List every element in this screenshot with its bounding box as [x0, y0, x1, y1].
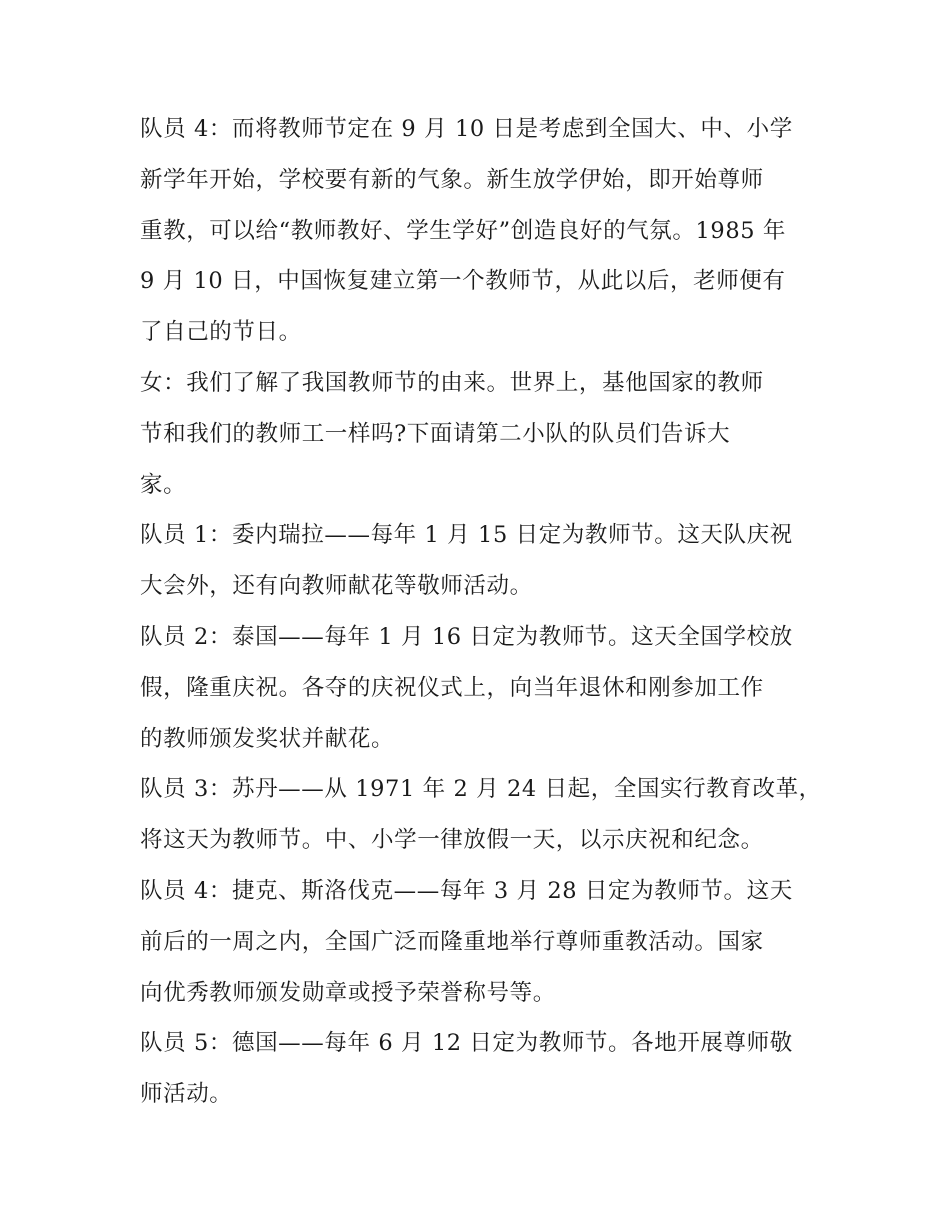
text-line: 女：我们了解了我国教师节的由来。世界上，基他国家的教师 — [140, 369, 764, 396]
text-line: 节和我们的教师工一样吗?下面请第二小队的队员们告诉大 — [140, 420, 731, 447]
text-line: 队员 3：苏丹——从 1971 年 2 月 24 日起，全国实行教育改革， — [140, 776, 822, 803]
text-line: 前后的一周之内，全国广泛而隆重地举行尊师重教活动。国家 — [140, 928, 764, 955]
paragraph-teachers-day-date-reason — [140, 104, 812, 358]
text-line: 向优秀教师颁发勋章或授予荣誉称号等。 — [140, 979, 556, 1006]
paragraph-germany — [140, 1018, 812, 1120]
paragraph-sudan — [140, 764, 822, 866]
text-line: 大会外，还有向教师献花等敬师活动。 — [140, 573, 533, 600]
text-line: 队员 1：委内瑞拉——每年 1 月 15 日定为教师节。这天队庆祝 — [140, 522, 793, 549]
paragraph-host-transition — [140, 358, 812, 510]
text-line: 将这天为教师节。中、小学一律放假一天，以示庆祝和纪念。 — [140, 827, 764, 854]
text-line: 9 月 10 日，中国恢复建立第一个教师节，从此以后，老师便有 — [140, 268, 786, 295]
text-line: 重教，可以给“教师教好、学生学好”创造良好的气氛。1985 年 — [140, 217, 787, 244]
text-line: 队员 5：德国——每年 6 月 12 日定为教师节。各地开展尊师敬 — [140, 1030, 793, 1057]
text-line: 新学年开始，学校要有新的气象。新生放学伊始，即开始尊师 — [140, 166, 764, 193]
paragraph-thailand — [140, 612, 812, 764]
text-line: 师活动。 — [140, 1081, 233, 1108]
text-line: 队员 4：捷克、斯洛伐克——每年 3 月 28 日定为教师节。这天 — [140, 877, 793, 904]
paragraph-venezuela — [140, 510, 812, 612]
paragraph-czech-slovakia — [140, 866, 812, 1018]
document-body — [140, 104, 822, 1120]
text-line: 的教师颁发奖状并献花。 — [140, 725, 395, 752]
text-line: 家。 — [140, 471, 187, 498]
text-line: 队员 2：泰国——每年 1 月 16 日定为教师节。这天全国学校放 — [140, 623, 793, 650]
text-line: 假，隆重庆祝。各夺的庆祝仪式上，向当年退休和刚参加工作 — [140, 674, 764, 701]
text-line: 了自己的节日。 — [140, 319, 302, 346]
text-line: 队员 4：而将教师节定在 9 月 10 日是考虑到全国大、中、小学 — [140, 116, 793, 142]
